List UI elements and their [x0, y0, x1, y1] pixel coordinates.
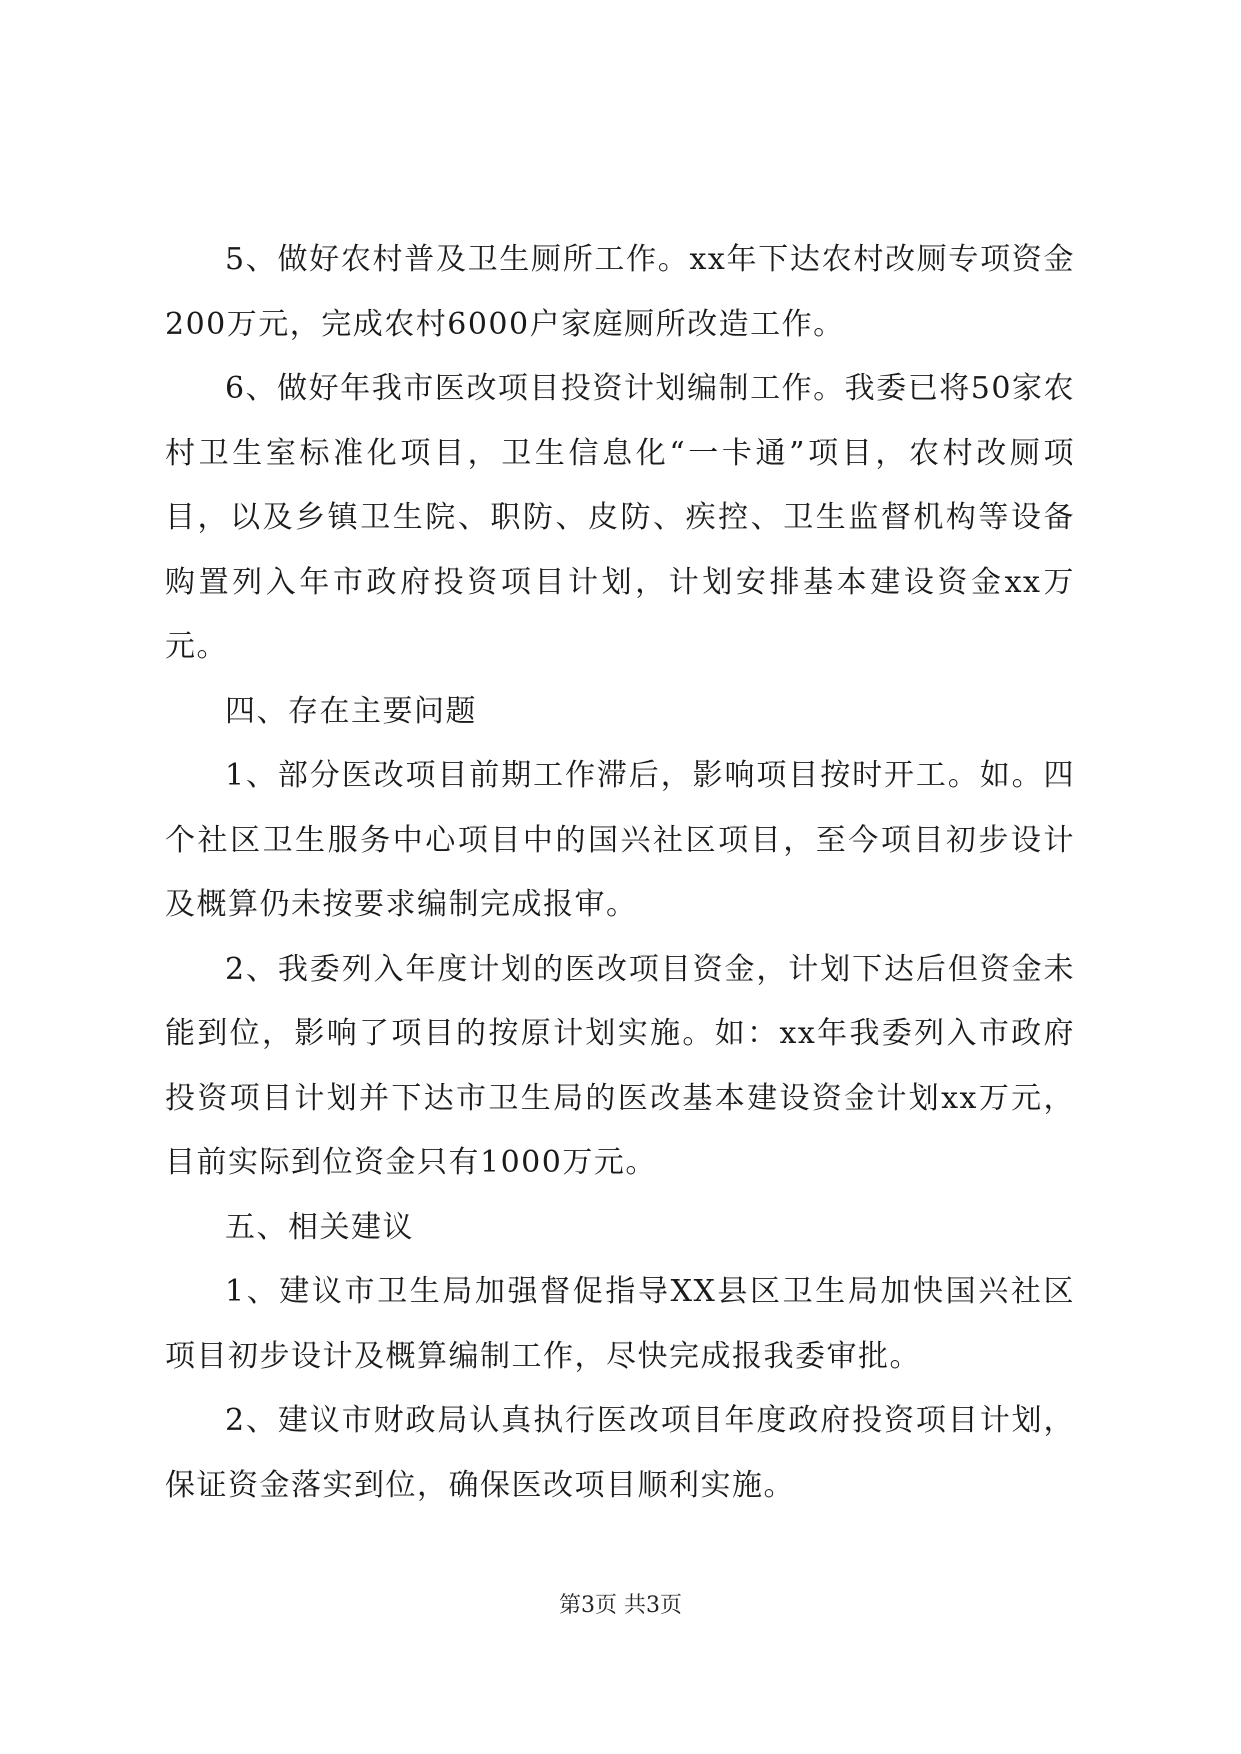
page-number: 第3页 共3页	[559, 1593, 682, 1618]
paragraph-item-6-investment-plan: 6、做好年我市医改项目投资计划编制工作。我委已将50家农村卫生室标准化项目，卫生信息化“一卡通”项目，农村改厕项目，以及乡镇卫生院、职防、皮防、疾控、卫生监督机构等设备购置列入年市政府投资项目计划，计划安排基本建设资金xx万元。	[165, 371, 1075, 664]
paragraph-suggestion-1: 1、建议市卫生局加强督促指导XX县区卫生局加快国兴社区项目初步设计及概算编制工作，尽快完成报我委审批。	[165, 1274, 1075, 1374]
paragraph-problem-2: 2、我委列入年度计划的医改项目资金，计划下达后但资金未能到位，影响了项目的按原计划实施。如：xx年我委列入市政府投资项目计划并下达市卫生局的医改基本建设资金计划xx万元，目前实际到位资金只有1000万元。	[165, 951, 1075, 1180]
paragraph-problem-1: 1、部分医改项目前期工作滞后，影响项目按时开工。如。四个社区卫生服务中心项目中的国兴社区项目，至今项目初步设计及概算仍未按要求编制完成报审。	[165, 758, 1075, 922]
paragraph-item-5-rural-toilets: 5、做好农村普及卫生厕所工作。xx年下达农村改厕专项资金200万元，完成农村6000户家庭厕所改造工作。	[165, 242, 1075, 342]
document-body	[165, 228, 1075, 1518]
page-footer	[0, 1588, 1241, 1619]
section-heading-suggestions: 五、相关建议	[225, 1209, 414, 1245]
paragraph-suggestion-2: 2、建议市财政局认真执行医改项目年度政府投资项目计划，保证资金落实到位，确保医改项目顺利实施。	[165, 1403, 1075, 1503]
section-heading-problems: 四、存在主要问题	[225, 693, 477, 729]
